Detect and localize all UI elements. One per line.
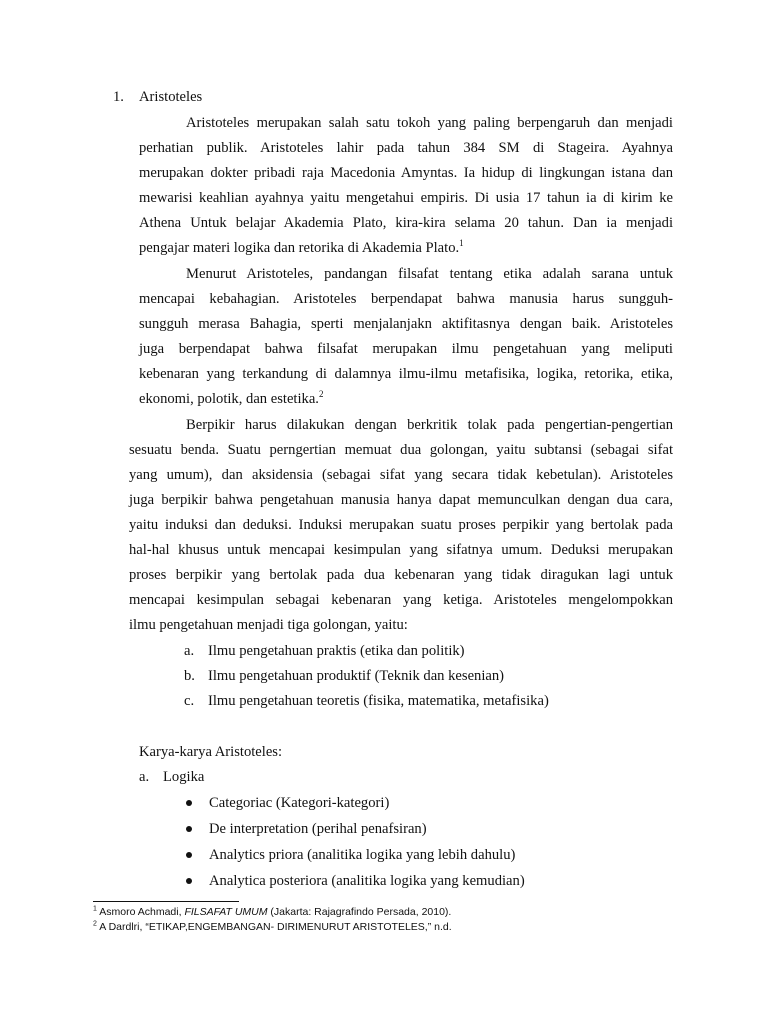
paragraph-line bbox=[139, 389, 323, 409]
footnote-book-title: FILSAFAT UMUM bbox=[184, 906, 268, 918]
list-item: Ilmu pengetahuan teoretis (fisika, matematika, metafisika) bbox=[208, 693, 549, 709]
paragraph-line: sesuatu benda. Suatu perngertian memuat dua golongan, yaitu subtansi (sebagai sifat bbox=[129, 442, 673, 458]
bullet-icon bbox=[186, 826, 192, 832]
paragraph-line: kebenaran yang terkandung di dalamnya ilmu-ilmu metafisika, logika, retorika, etika, bbox=[139, 366, 673, 382]
list-item: De interpretation (perihal penafsiran) bbox=[209, 821, 427, 837]
paragraph-line: Berpikir harus dilakukan dengan berkritik tolak pada pengertian-pengertian bbox=[186, 417, 673, 433]
footnote-number: 2 bbox=[93, 920, 97, 928]
footnote-ref-1[interactable]: 1 bbox=[459, 238, 464, 249]
paragraph-line: Menurut Aristoteles, pandangan filsafat tentang etika adalah sarana untuk bbox=[186, 266, 673, 282]
paragraph-line: hal-hal khusus untuk mencapai kesimpulan yang sifatnya umum. Deduksi merupakan bbox=[129, 542, 673, 558]
list-item: Ilmu pengetahuan produktif (Teknik dan kesenian) bbox=[208, 668, 505, 684]
section-title: Aristoteles bbox=[139, 89, 203, 105]
list-item: Analytics priora (analitika logika yang lebih dahulu) bbox=[209, 847, 516, 863]
list-marker: a. bbox=[184, 643, 195, 659]
paragraph-line: juga berpikir bahwa pengetahuan manusia hanya dapat memunculkan dengan dua cara, bbox=[129, 492, 673, 508]
list-item: Analytica posteriora (analitika logika yang kemudian) bbox=[209, 873, 525, 889]
paragraph-line: juga berpendapat bahwa filsafat merupakan ilmu pengetahuan yang meliputi bbox=[139, 341, 673, 357]
paragraph-line: mewarisi keahlian ayahnya yaitu mengetahui empiris. Di usia 17 tahun ia di kirim ke bbox=[139, 190, 673, 206]
paragraph-line: mencapai kebahagian. Aristoteles berpendapat bahwa manusia harus sungguh- bbox=[139, 291, 673, 307]
footnote-text: A Dardlri, “ETIKAP,ENGEMBANGAN- DIRIMENURUT ARISTOTELES,” n.d. bbox=[96, 921, 452, 933]
footnote-ref-2[interactable]: 2 bbox=[318, 389, 324, 400]
section-number: 1. bbox=[113, 89, 124, 105]
paragraph-line: yang umum), dan aksidensia (sebagai sifat yang secara tidak kebetulan). Aristoteles bbox=[129, 467, 673, 483]
footnote-number: 1 bbox=[93, 905, 97, 913]
footnote-author: Asmoro Achmadi, bbox=[96, 906, 185, 918]
paragraph-line: Aristoteles merupakan salah satu tokoh yang paling berpengaruh dan menjadi bbox=[186, 115, 673, 131]
logika-heading: Logika bbox=[163, 769, 205, 785]
paragraph-line: Athena Untuk belajar Akademia Plato, kira-kira selama 20 tahun. Dan ia menjadi bbox=[139, 215, 673, 231]
paragraph-line bbox=[139, 238, 464, 258]
paragraph-line: sungguh merasa Bahagia, sperti menjalanjakn aktifitasnya dengan baik. Aristoteles bbox=[139, 316, 673, 332]
list-item: Categoriac (Kategori-kategori) bbox=[209, 795, 390, 811]
footnote-separator bbox=[93, 901, 239, 902]
bullet-icon bbox=[186, 852, 192, 858]
list-marker: b. bbox=[184, 668, 195, 684]
paragraph-line: mencapai kesimpulan sebagai kebenaran yang ketiga. Aristoteles mengelompokkan bbox=[129, 592, 673, 608]
paragraph-line: ilmu pengetahuan menjadi tiga golongan, yaitu: bbox=[129, 617, 408, 633]
paragraph-line: proses berpikir yang bertolak pada dua kebenaran yang tidak diragukan lagi untuk bbox=[129, 567, 673, 583]
footnote-publisher: (Jakarta: Rajagrafindo Persada, 2010). bbox=[267, 906, 452, 918]
paragraph-line-text: ekonomi, polotik, dan estetika. bbox=[139, 391, 319, 407]
paragraph-line: yaitu induksi dan deduksi. Induksi merupakan suatu proses perpikir yang bertolak pada bbox=[129, 517, 673, 533]
paragraph-line: merupakan dokter pribadi raja Macedonia Amyntas. Ia hidup di lingkungan istana dan bbox=[139, 165, 673, 181]
bullet-icon bbox=[186, 878, 192, 884]
paragraph-line: perhatian publik. Aristoteles lahir pada tahun 384 SM di Stageira. Ayahnya bbox=[139, 140, 673, 156]
bullet-icon bbox=[186, 800, 192, 806]
list-marker: a. bbox=[139, 769, 150, 785]
list-marker: c. bbox=[184, 693, 195, 709]
footnote-1 bbox=[93, 905, 451, 919]
footnote-2 bbox=[93, 920, 452, 934]
paragraph-line-text: pengajar materi logika dan retorika di Akademia Plato. bbox=[139, 240, 460, 256]
works-heading: Karya-karya Aristoteles: bbox=[139, 744, 283, 760]
list-item: Ilmu pengetahuan praktis (etika dan politik) bbox=[208, 643, 465, 659]
